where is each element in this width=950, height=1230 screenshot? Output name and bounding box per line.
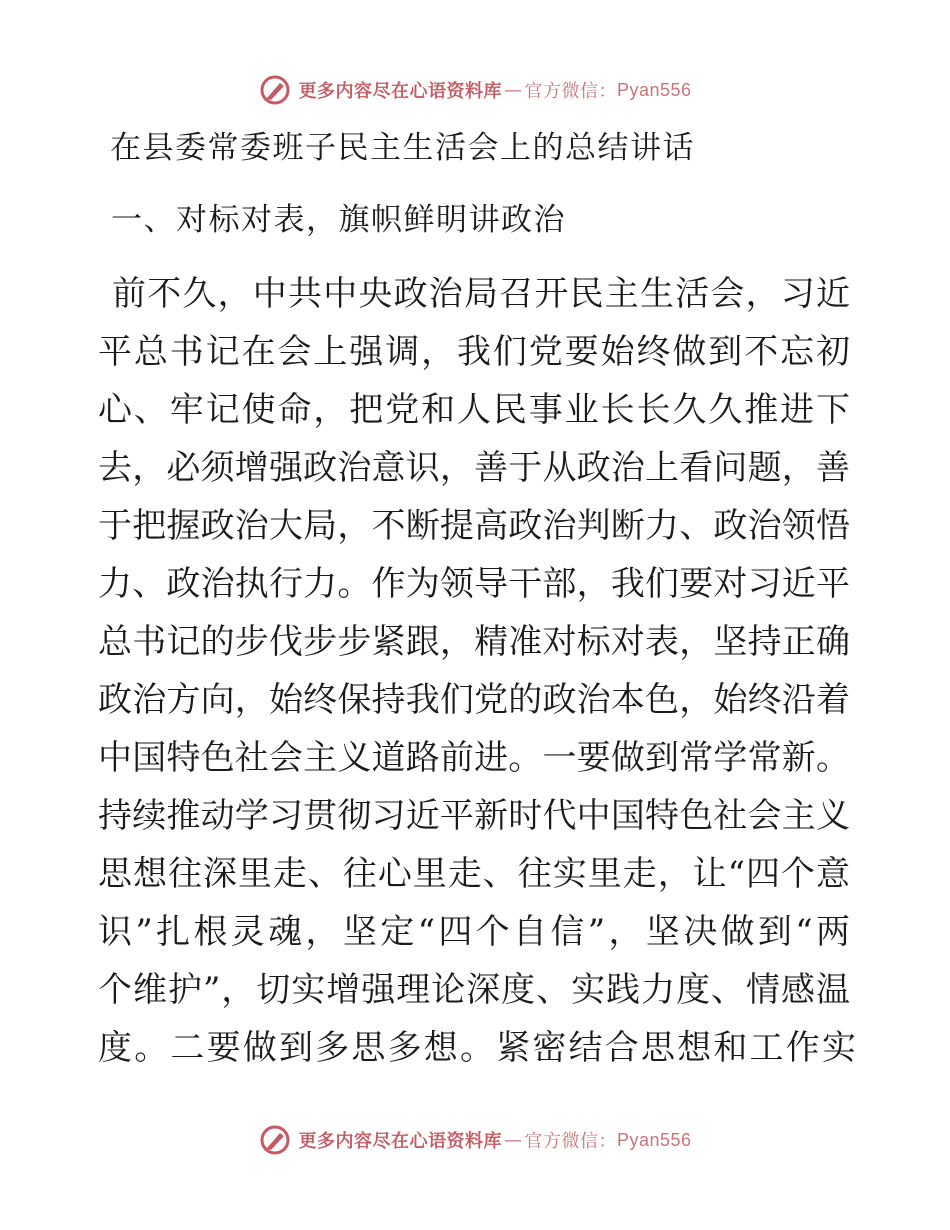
- banner-wechat-id: Pyan556: [616, 1129, 692, 1150]
- body-line: 去，必须增强政治意识，善于从政治上看问题，善: [98, 448, 850, 488]
- banner-wechat-label: 官方微信：: [524, 81, 617, 102]
- body-line: 力、政治执行力。作为领导干部，我们要对习近平: [98, 564, 850, 604]
- body-line: 识”扎根灵魂，坚定“四个自信”，坚决做到“两: [98, 912, 850, 952]
- banner-wechat-label: 官方微信：: [524, 1131, 617, 1152]
- banner-slogan: 更多内容尽在心语资料库: [298, 81, 502, 102]
- footer-banner: [0, 1120, 950, 1160]
- pen-circle-logo-icon: [258, 73, 292, 107]
- body-line: 于把握政治大局，不断提高政治判断力、政治领悟: [98, 506, 850, 546]
- body-paragraph: [98, 265, 859, 1077]
- body-line: 前不久，中共中央政治局召开民主生活会，习近: [112, 274, 850, 314]
- document-title: 在县委常委班子民主生活会上的总结讲话: [110, 130, 695, 166]
- body-line: 中国特色社会主义道路前进。一要做到常学常新。: [98, 738, 850, 778]
- body-line: 心、牢记使命，把党和人民事业长长久久推进下: [98, 390, 850, 430]
- body-line: 总书记的步伐步步紧跟，精准对标对表，坚持正确: [98, 622, 850, 662]
- banner-slogan: 更多内容尽在心语资料库: [298, 1131, 502, 1152]
- header-banner: [0, 70, 950, 110]
- body-line: 平总书记在会上强调，我们党要始终做到不忘初: [98, 332, 850, 372]
- section-heading: 一、对标对表，旗帜鲜明讲政治: [111, 202, 566, 238]
- pen-circle-logo-icon: [258, 1123, 292, 1157]
- body-line: 思想往深里走、往心里走、往实里走，让“四个意: [98, 854, 850, 894]
- body-line: 个维护”，切实增强理论深度、实践力度、情感温: [98, 970, 850, 1010]
- banner-separator: —: [503, 79, 523, 101]
- body-line: 政治方向，始终保持我们党的政治本色，始终沿着: [98, 680, 850, 720]
- body-line: 度。二要做到多思多想。紧密结合思想和工作实: [98, 1028, 859, 1068]
- body-line: 持续推动学习贯彻习近平新时代中国特色社会主义: [98, 796, 850, 836]
- banner-wechat-id: Pyan556: [616, 79, 692, 100]
- banner-separator: —: [503, 1129, 523, 1151]
